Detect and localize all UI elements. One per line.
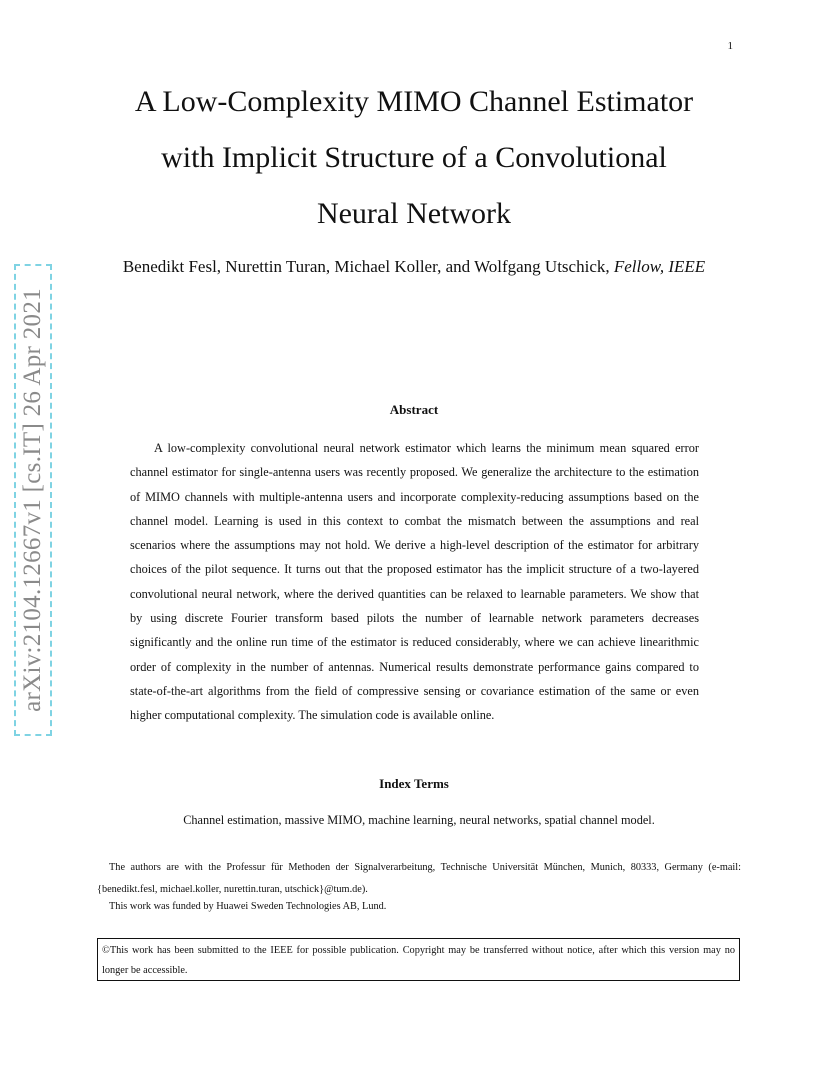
- abstract-heading: Abstract: [389, 402, 439, 417]
- funding-footnote: This work was funded by Huawei Sweden Technologies AB, Lund.: [109, 901, 387, 912]
- abstract-body: A low-complexity convolutional neural network estimator which learns the minimum mean squared error channel estimator for single-antenna users was recently proposed. We generalize the architecture to the estimation of MIMO channels with multiple-antenna users and incorporate complexity-reducing assumptions based on the channel model. Learning is used in this context to combat the mismatch between the assumptions and real scenarios where the assumptions may not hold. We derive a high-level description of the estimator for arbitrary choices of the pilot sequence. It turns out that the proposed estimator has the implicit structure of a two-layered convolutional neural network, where the derived quantities can be relaxed to learnable parameters. We show that by using discrete Fourier transform based pilots the number of learnable network parameters decreases significantly and the online run time of the estimator is reduced considerably, where we can achieve linearithmic order of complexity in the number of antennas. Numerical results demonstrate performance gains compared to state-of-the-art algorithms from the field of compressive sensing or covariance estimation of the same or even higher computational complexity. The simulation code is available online.: [130, 441, 699, 723]
- paper-title: [90, 74, 738, 242]
- index-terms-heading: Index Terms: [379, 776, 449, 791]
- author-list: [100, 251, 728, 283]
- author-affiliation-footnote: The authors are with the Professur für Methoden der Signalverarbeitung, Technische Universität München, Munich, 80333, Germany (e-mail: {benedikt.fesl, michael.koller, nurettin.turan, utschick}@tum.de).: [97, 862, 741, 895]
- copyright-notice: ©This work has been submitted to the IEEE for possible publication. Copyright may be transferred without notice, after which this version may no longer be accessible.: [97, 938, 740, 981]
- title-line: Neural Network: [316, 197, 512, 230]
- page-number: 1: [727, 40, 733, 52]
- arxiv-identifier-stamp: [14, 264, 52, 736]
- title-line: A Low-Complexity MIMO Channel Estimator: [134, 85, 694, 118]
- index-terms-body: Channel estimation, massive MIMO, machine learning, neural networks, spatial channel model.: [183, 813, 655, 827]
- author-honor: Fellow, IEEE: [613, 257, 706, 276]
- arxiv-identifier: arXiv:2104.12667v1 [cs.IT] 26 Apr 2021: [19, 288, 46, 712]
- title-line: with Implicit Structure of a Convolutional: [161, 141, 667, 174]
- author-names: Benedikt Fesl, Nurettin Turan, Michael Koller, and Wolfgang Utschick,: [122, 257, 610, 276]
